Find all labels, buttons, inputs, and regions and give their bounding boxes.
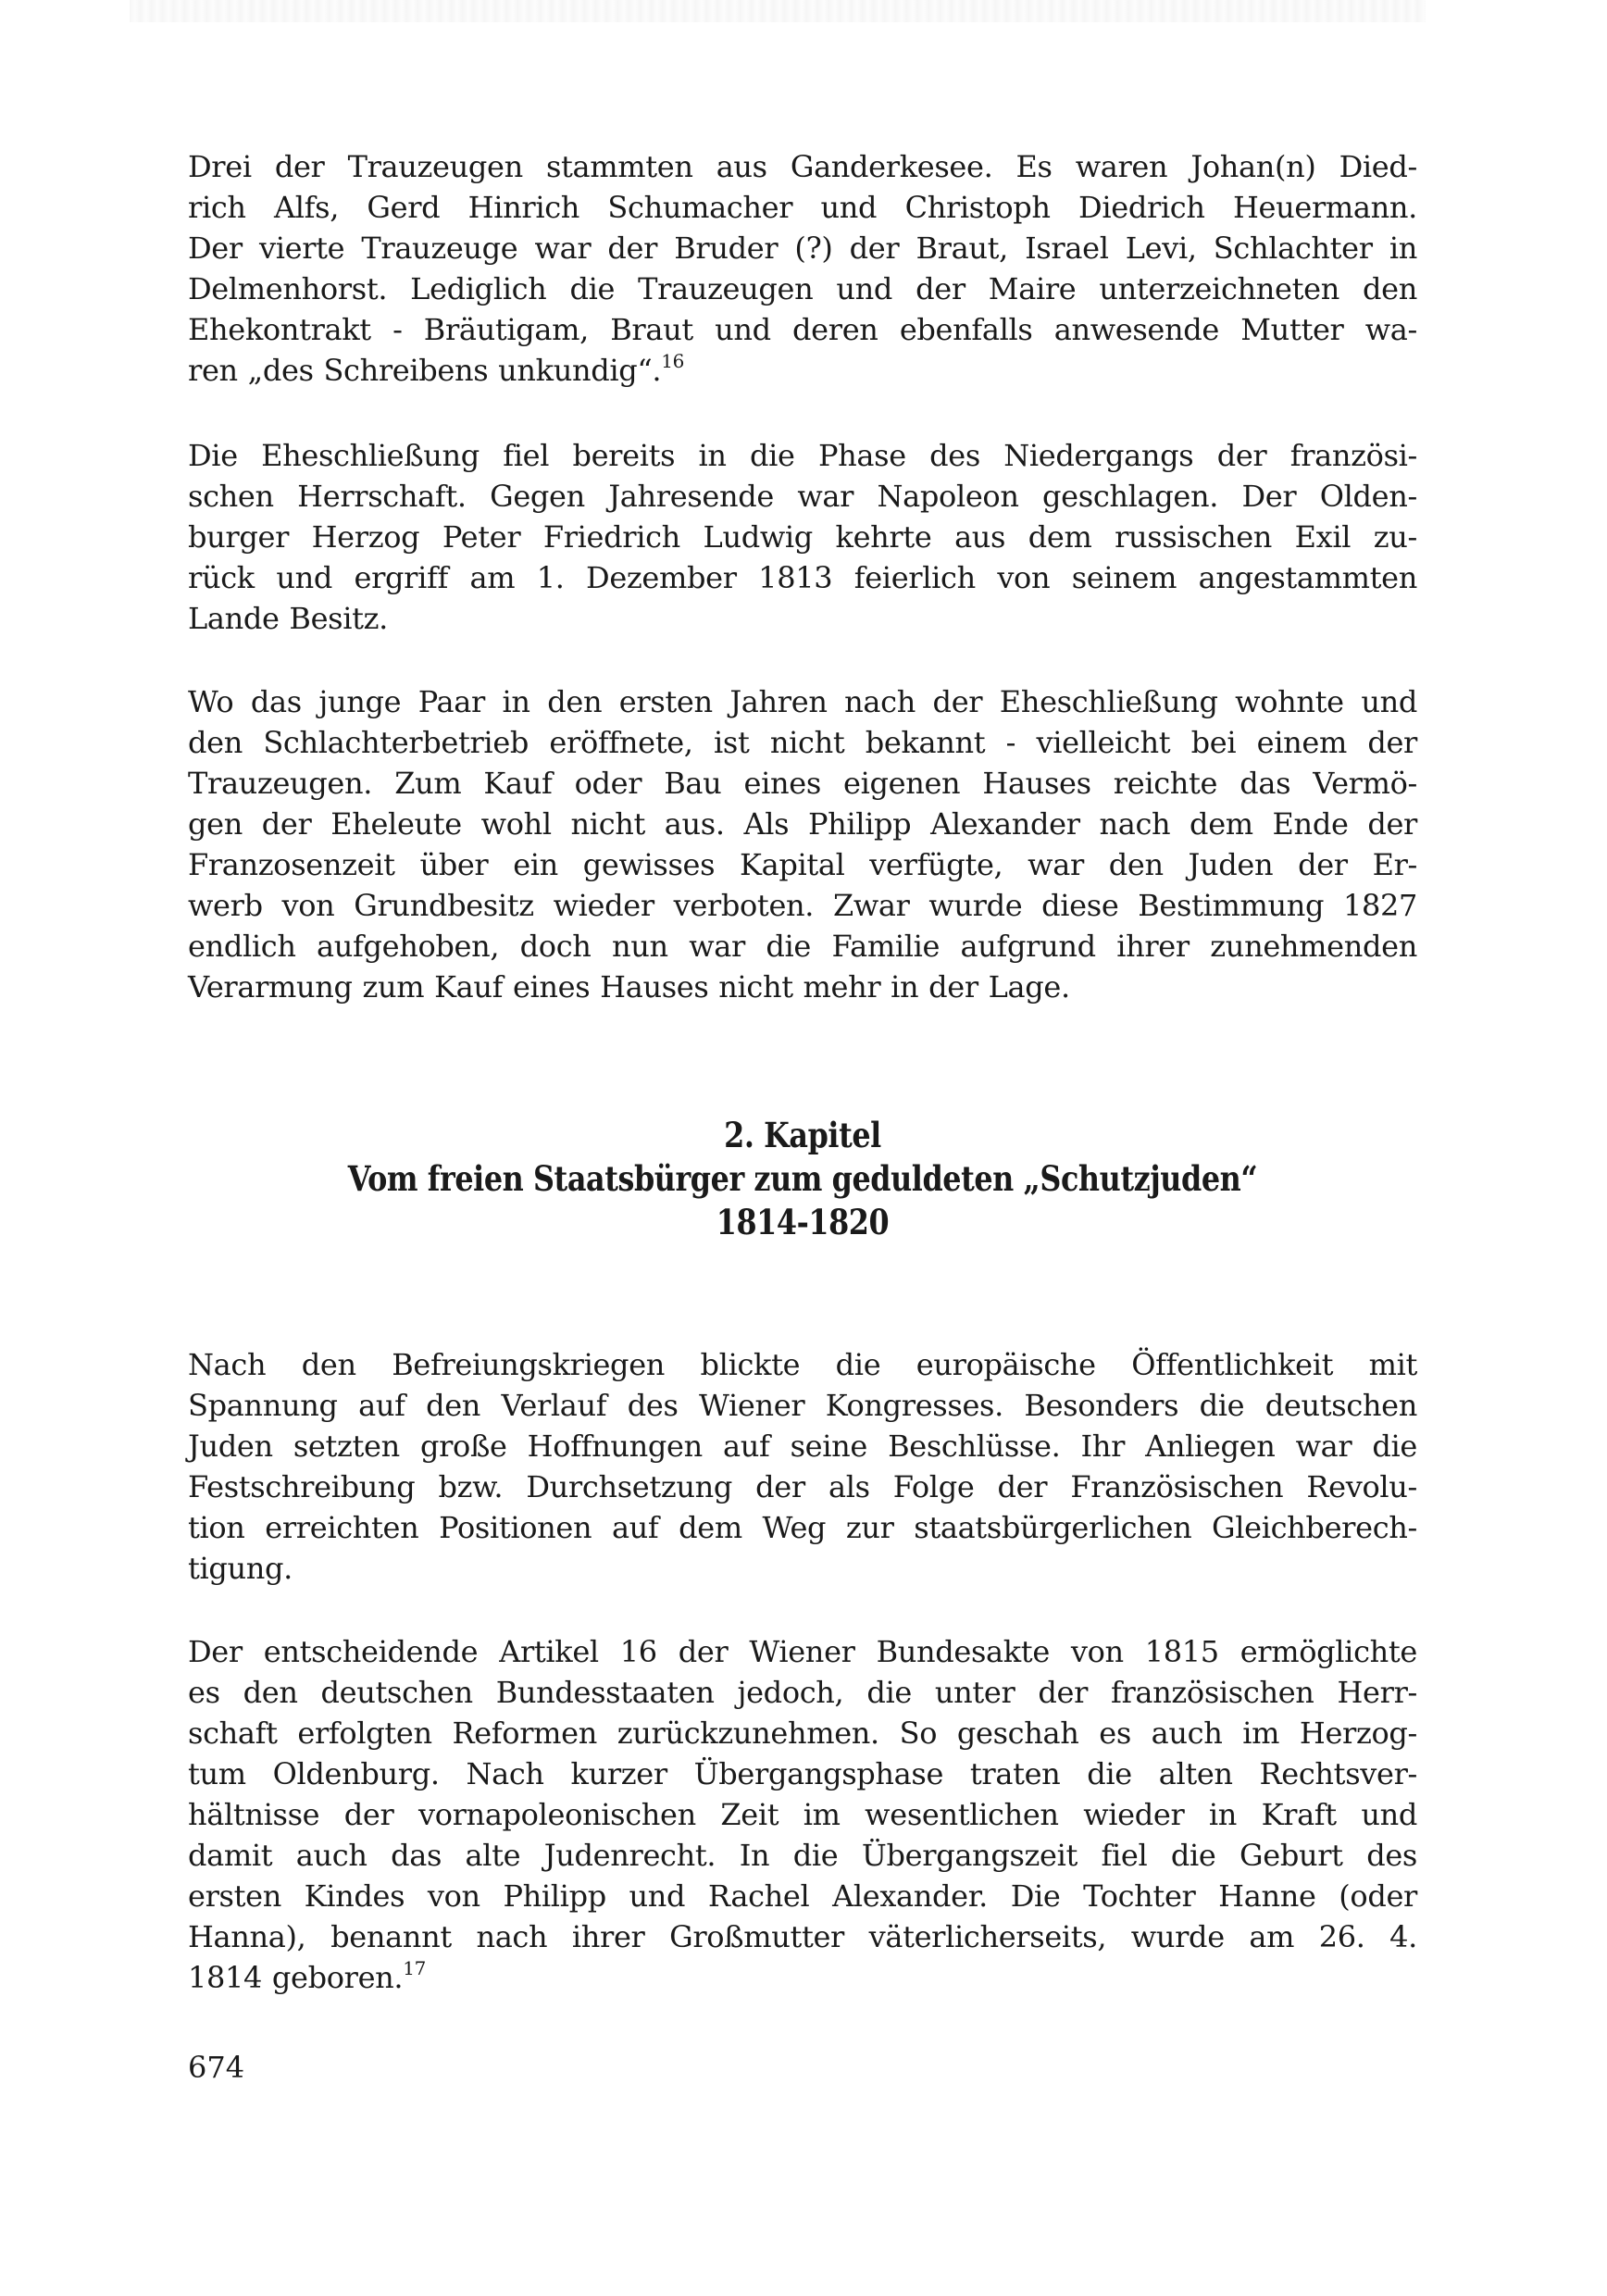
paragraph-article-16 (188, 1631, 1417, 1998)
text-line: werb von Grundbesitz wieder verboten. Zwar wurde diese Bestimmung 1827 (188, 888, 1417, 923)
text-line: Die Eheschließung fiel bereits in die Phase des Niedergangs der französi- (188, 438, 1417, 473)
text-line: Franzosenzeit über ein gewisses Kapital verfügte, war den Juden der Er- (188, 847, 1417, 882)
text-line (188, 350, 1417, 391)
text-line: rück und ergriff am 1. Dezember 1813 feierlich von seinem angestammten (188, 560, 1417, 595)
text-line-content: ren „des Schreibens unkundig“. (188, 353, 662, 388)
scan-bleed-strip (130, 0, 1426, 22)
text-line-content: 1814 geboren. (188, 1960, 404, 1995)
text-line: damit auch das alte Judenrecht. In die Übergangszeit fiel die Geburt des (188, 1838, 1417, 1873)
text-line: Der vierte Trauzeuge war der Bruder (?) der Braut, Israel Levi, Schlachter in (188, 231, 1417, 266)
text-line: tion erreichten Positionen auf dem Weg zur staatsbürgerlichen Gleichberech- (188, 1510, 1417, 1545)
paragraph-young-couple (188, 681, 1417, 1007)
text-line: Juden setzten große Hoffnungen auf seine Beschlüsse. Ihr Anliegen war die (188, 1429, 1417, 1464)
text-line: den Schlachterbetrieb eröffnete, ist nicht bekannt - vielleicht bei einem der (188, 725, 1417, 760)
text-line: Festschreibung bzw. Durchsetzung der als Folge der Französischen Revolu- (188, 1469, 1417, 1504)
chapter-number: 2. Kapitel (724, 1115, 881, 1155)
text-line: Wo das junge Paar in den ersten Jahren nach der Eheschließung wohnte und (188, 684, 1417, 719)
text-line: Drei der Trauzeugen stammten aus Ganderkesee. Es waren Johan(n) Died- (188, 149, 1417, 184)
text-line: Spannung auf den Verlauf des Wiener Kongresses. Besonders die deutschen (188, 1388, 1417, 1423)
text-line: schaft erfolgten Reformen zurückzunehmen. So geschah es auch im Herzog- (188, 1716, 1417, 1751)
text-line: Der entscheidende Artikel 16 der Wiener Bundesakte von 1815 ermöglichte (188, 1634, 1417, 1669)
text-line: burger Herzog Peter Friedrich Ludwig kehrte aus dem russischen Exil zu- (188, 519, 1417, 555)
text-line: rich Alfs, Gerd Hinrich Schumacher und Christoph Diedrich Heuermann. (188, 190, 1417, 225)
chapter-title: Vom freien Staatsbürger zum geduldeten „Schutzjuden“ (347, 1158, 1258, 1199)
text-line: Trauzeugen. Zum Kauf oder Bau eines eigenen Hauses reichte das Vermö- (188, 766, 1417, 801)
chapter-heading (274, 1114, 1331, 1244)
text-line: Ehekontrakt - Bräutigam, Braut und deren ebenfalls anwesende Mutter wa- (188, 312, 1417, 347)
text-line: Hanna), benannt nach ihrer Großmutter väterlicherseits, wurde am 26. 4. (188, 1919, 1417, 1954)
footnote-ref-17: 17 (403, 1957, 426, 1979)
text-line: schen Herrschaft. Gegen Jahresende war Napoleon geschlagen. Der Olden- (188, 479, 1417, 514)
paragraph-vienna-congress (188, 1344, 1417, 1589)
text-line: endlich aufgehoben, doch nun war die Familie aufgrund ihrer zunehmenden (188, 929, 1417, 964)
text-line: tum Oldenburg. Nach kurzer Übergangsphase traten die alten Rechtsver- (188, 1756, 1417, 1791)
text-line: Nach den Befreiungskriegen blickte die europäische Öffentlichkeit mit (188, 1347, 1417, 1382)
page-number: 674 (188, 2050, 245, 2085)
text-line (188, 1957, 1417, 1998)
text-line: hältnisse der vornapoleonischen Zeit im wesentlichen wieder in Kraft und (188, 1797, 1417, 1832)
text-line: tigung. (188, 1551, 293, 1586)
paragraph-french-decline (188, 435, 1417, 639)
footnote-ref-16: 16 (661, 350, 684, 372)
text-line: gen der Eheleute wohl nicht aus. Als Philipp Alexander nach dem Ende der (188, 806, 1417, 842)
chapter-years: 1814-1820 (716, 1202, 890, 1242)
text-line: Verarmung zum Kauf eines Hauses nicht mehr in der Lage. (188, 969, 1070, 1004)
text-line: Delmenhorst. Lediglich die Trauzeugen und der Maire unterzeichneten den (188, 271, 1417, 306)
text-line: es den deutschen Bundesstaaten jedoch, die unter der französischen Herr- (188, 1675, 1417, 1710)
text-line: Lande Besitz. (188, 601, 388, 636)
paragraph-witnesses (188, 146, 1417, 391)
text-line: ersten Kindes von Philipp und Rachel Alexander. Die Tochter Hanne (oder (188, 1878, 1417, 1914)
